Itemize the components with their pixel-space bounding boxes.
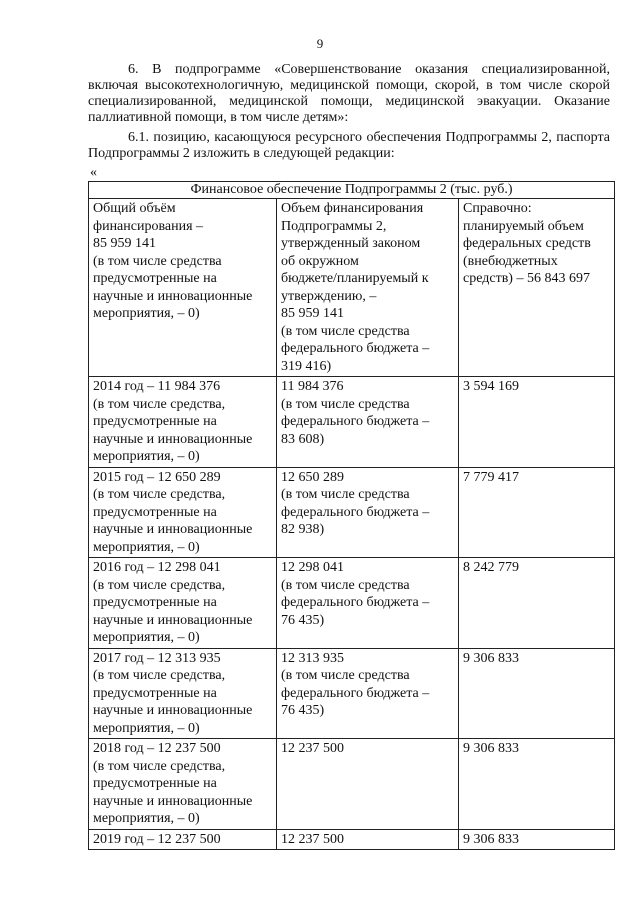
cell-line: мероприятия, – 0) <box>93 811 200 826</box>
cell-line: (в том числе средства <box>281 396 410 412</box>
cell-line: федерального бюджета – <box>281 341 430 356</box>
total-funding-cell <box>89 467 277 558</box>
cell-line: федерального бюджета – <box>281 414 430 429</box>
reference-federal-cell <box>459 558 615 649</box>
cell-line: (в том числе средства, <box>93 668 226 683</box>
table-header-row <box>89 199 615 377</box>
cell-line: (в том числе средства, <box>93 487 226 502</box>
cell-line: Объем финансирования <box>281 201 424 216</box>
cell-line: 76 435) <box>281 612 325 628</box>
cell-line: предусмотренные на <box>93 595 217 610</box>
cell-line: 2016 год – 12 298 041 <box>93 560 221 575</box>
subprogram-funding-cell <box>277 829 459 850</box>
total-funding-cell <box>89 648 277 739</box>
cell-line: научные и инновационные <box>93 612 253 628</box>
cell-line: 76 435) <box>281 703 325 718</box>
cell-line: предусмотренные на <box>93 414 217 429</box>
cell-line: научные и инновационные <box>93 288 253 304</box>
cell-line: Подпрограммы 2, <box>281 218 387 234</box>
reference-federal-cell <box>459 648 615 739</box>
cell-line: 2018 год – 12 237 500 <box>93 741 221 756</box>
cell-line: 85 959 141 <box>281 306 344 321</box>
table-row <box>89 829 615 850</box>
table-row <box>89 377 615 468</box>
opening-quote: « <box>90 165 97 180</box>
reference-federal-cell <box>459 377 615 468</box>
cell-line: (в том числе средства <box>93 253 222 269</box>
cell-line: 85 959 141 <box>93 236 156 251</box>
cell-line: 12 313 935 <box>281 650 344 666</box>
cell-line: об окружном <box>281 253 359 269</box>
cell-line: научные и инновационные <box>93 522 253 537</box>
cell-line: мероприятия, – 0) <box>93 720 200 736</box>
total-funding-cell <box>89 377 277 468</box>
table-row <box>89 648 615 739</box>
cell-line: Справочно: <box>463 201 532 216</box>
cell-line: утвержденный законом <box>281 236 421 251</box>
section-6-text: 6. В подпрограмме «Совершенствование оказания специализированной, включая высокотехнологичную, медицинской помощи, скорой, в том числе скорой специализированной, медицинской помощи, медицинской эвакуации. Оказание паллиативной помощи, в том числе детям»: <box>88 62 610 125</box>
table-row <box>89 558 615 649</box>
cell-line: утверждению, – <box>281 288 377 304</box>
table-row <box>89 739 615 830</box>
cell-line: 319 416) <box>281 358 332 374</box>
cell-line: планируемый объем <box>463 218 584 234</box>
cell-line: 83 608) <box>281 431 325 447</box>
total-funding-cell <box>89 739 277 830</box>
cell-line: (в том числе средства, <box>93 577 226 593</box>
cell-line: предусмотренные на <box>93 271 217 286</box>
cell-line: финансирования – <box>93 218 204 234</box>
cell-line: федерального бюджета – <box>281 504 430 520</box>
section-6-1-text: 6.1. позицию, касающуюся ресурсного обеспечения Подпрограммы 2, паспорта Подпрограммы 2 изложить в следующей редакции: <box>88 130 610 161</box>
subprogram-funding-cell <box>277 199 459 377</box>
cell-line: предусмотренные на <box>93 685 217 701</box>
cell-line: 9 306 833 <box>463 831 519 847</box>
cell-line: (в том числе средства <box>281 487 410 502</box>
cell-line: (внебюджетных <box>463 253 558 269</box>
cell-line: (в том числе средства <box>281 668 410 683</box>
section-6-paragraph <box>88 62 610 126</box>
cell-line: (в том числе средства, <box>93 758 226 774</box>
cell-line: (в том числе средства <box>281 323 410 339</box>
total-funding-cell <box>89 829 277 850</box>
cell-line: 12 237 500 <box>281 741 344 756</box>
cell-line: 3 594 169 <box>463 379 519 394</box>
cell-line: 7 779 417 <box>463 469 519 485</box>
reference-federal-cell <box>459 829 615 850</box>
page-number: 9 <box>316 36 324 51</box>
cell-line: Общий объём <box>93 201 176 216</box>
cell-line: бюджете/планируемый к <box>281 271 429 286</box>
financing-table <box>88 181 615 850</box>
cell-line: 2015 год – 12 650 289 <box>93 469 221 485</box>
subprogram-funding-cell <box>277 558 459 649</box>
cell-line: 11 984 376 <box>281 379 344 394</box>
cell-line: предусмотренные на <box>93 776 217 791</box>
cell-line: федерального бюджета – <box>281 595 430 610</box>
subprogram-funding-cell <box>277 467 459 558</box>
reference-federal-cell <box>459 739 615 830</box>
reference-federal-cell <box>459 467 615 558</box>
cell-line: предусмотренные на <box>93 504 217 520</box>
reference-federal-cell <box>459 199 615 377</box>
total-funding-cell <box>89 199 277 377</box>
cell-line: 2014 год – 11 984 376 <box>93 379 221 394</box>
total-funding-cell <box>89 558 277 649</box>
cell-line: федеральных средств <box>463 236 591 251</box>
cell-line: 2017 год – 12 313 935 <box>93 650 221 666</box>
cell-line: мероприятия, – 0) <box>93 449 200 464</box>
table-title: Финансовое обеспечение Подпрограммы 2 (тыс. руб.) <box>89 182 615 199</box>
cell-line: мероприятия, – 0) <box>93 539 200 555</box>
cell-line: (в том числе средства <box>281 577 410 593</box>
cell-line: 82 938) <box>281 522 325 537</box>
cell-line: 2019 год – 12 237 500 <box>93 831 221 847</box>
cell-line: 12 237 500 <box>281 831 344 847</box>
cell-line: мероприятия, – 0) <box>93 306 200 321</box>
cell-line: 12 650 289 <box>281 469 344 485</box>
cell-line: научные и инновационные <box>93 703 253 718</box>
subprogram-funding-cell <box>277 739 459 830</box>
section-6-1-paragraph <box>88 130 610 162</box>
table-title-row <box>89 182 615 199</box>
cell-line: 8 242 779 <box>463 560 519 575</box>
cell-line: 12 298 041 <box>281 560 344 575</box>
cell-line: 9 306 833 <box>463 741 519 756</box>
cell-line: (в том числе средства, <box>93 396 226 412</box>
cell-line: мероприятия, – 0) <box>93 630 200 645</box>
table-row <box>89 467 615 558</box>
cell-line: 9 306 833 <box>463 650 519 666</box>
cell-line: федерального бюджета – <box>281 685 430 701</box>
cell-line: научные и инновационные <box>93 431 253 447</box>
cell-line: научные и инновационные <box>93 793 253 809</box>
subprogram-funding-cell <box>277 648 459 739</box>
cell-line: средств) – 56 843 697 <box>463 271 590 286</box>
subprogram-funding-cell <box>277 377 459 468</box>
